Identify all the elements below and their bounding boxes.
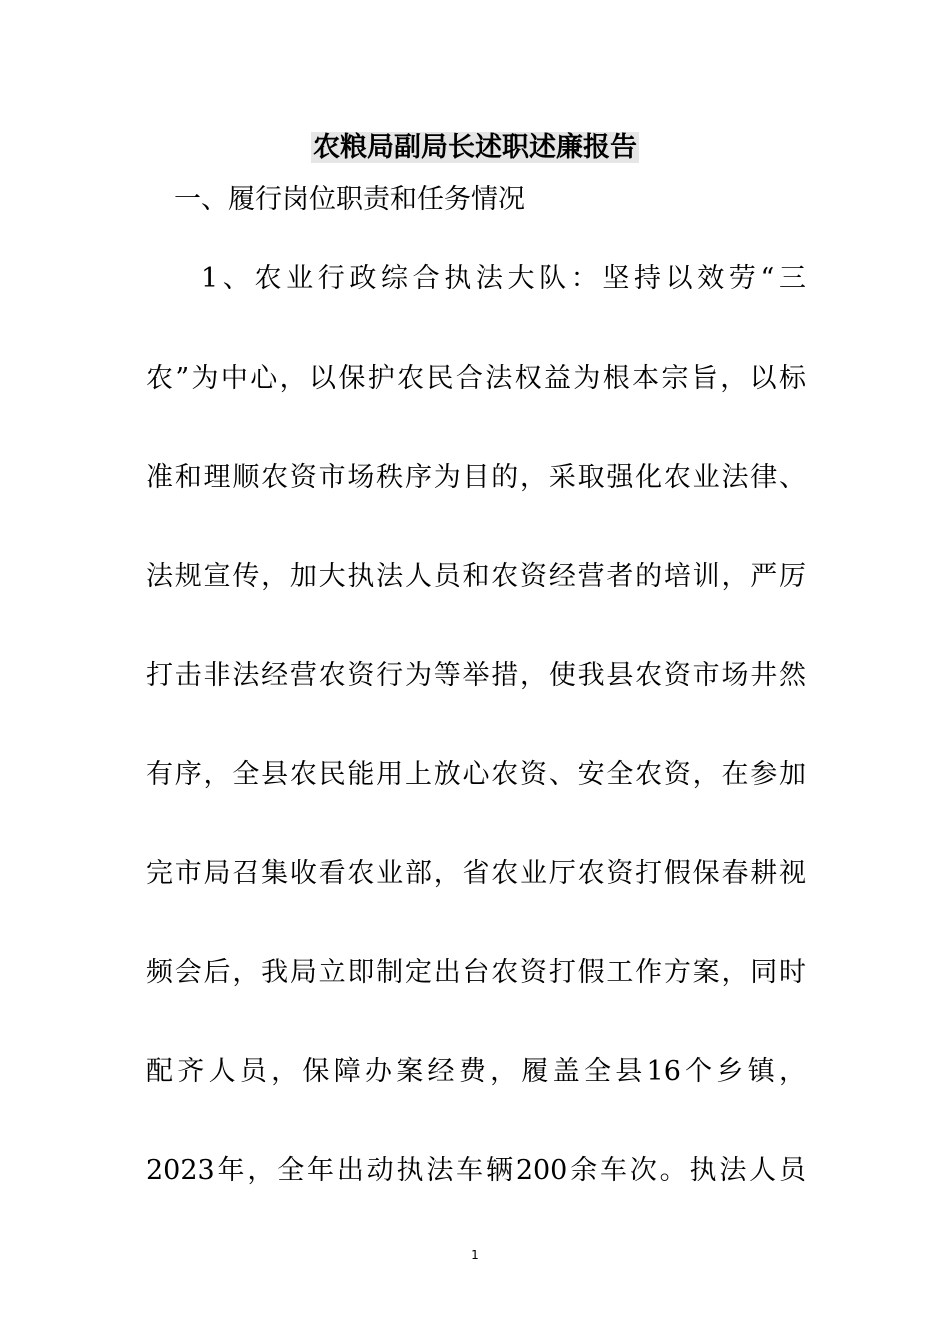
paragraph-line-10: 2023年，全年出动执法车辆200余车次。执法人员 <box>146 1155 806 1186</box>
paragraph-line-7: 完市局召集收看农业部，省农业厅农资打假保春耕视 <box>146 858 806 889</box>
paragraph-line-4: 法规宣传，加大执法人员和农资经营者的培训，严厉 <box>146 561 806 592</box>
page-number: 1 <box>471 1248 479 1262</box>
paragraph-line-6: 有序，全县农民能用上放心农资、安全农资，在参加 <box>146 759 806 790</box>
paragraph-line-1: 1、农业行政综合执法大队：坚持以效劳“三 <box>201 263 806 294</box>
paragraph-line-5: 打击非法经营农资行为等举措，使我县农资市场井然 <box>146 660 806 691</box>
document-title <box>0 128 950 168</box>
section-heading: 一、履行岗位职责和任务情况 <box>174 184 525 215</box>
paragraph-line-3: 准和理顺农资市场秩序为目的，采取强化农业法律、 <box>146 462 806 493</box>
document-title-text: 农粮局副局长述职述廉报告 <box>313 132 637 163</box>
paragraph-line-9: 配齐人员，保障办案经费，履盖全县16个乡镇， <box>146 1056 806 1087</box>
paragraph-line-2: 农”为中心，以保护农民合法权益为根本宗旨，以标 <box>146 363 806 394</box>
paragraph-line-8: 频会后，我局立即制定出台农资打假工作方案，同时 <box>146 957 806 988</box>
